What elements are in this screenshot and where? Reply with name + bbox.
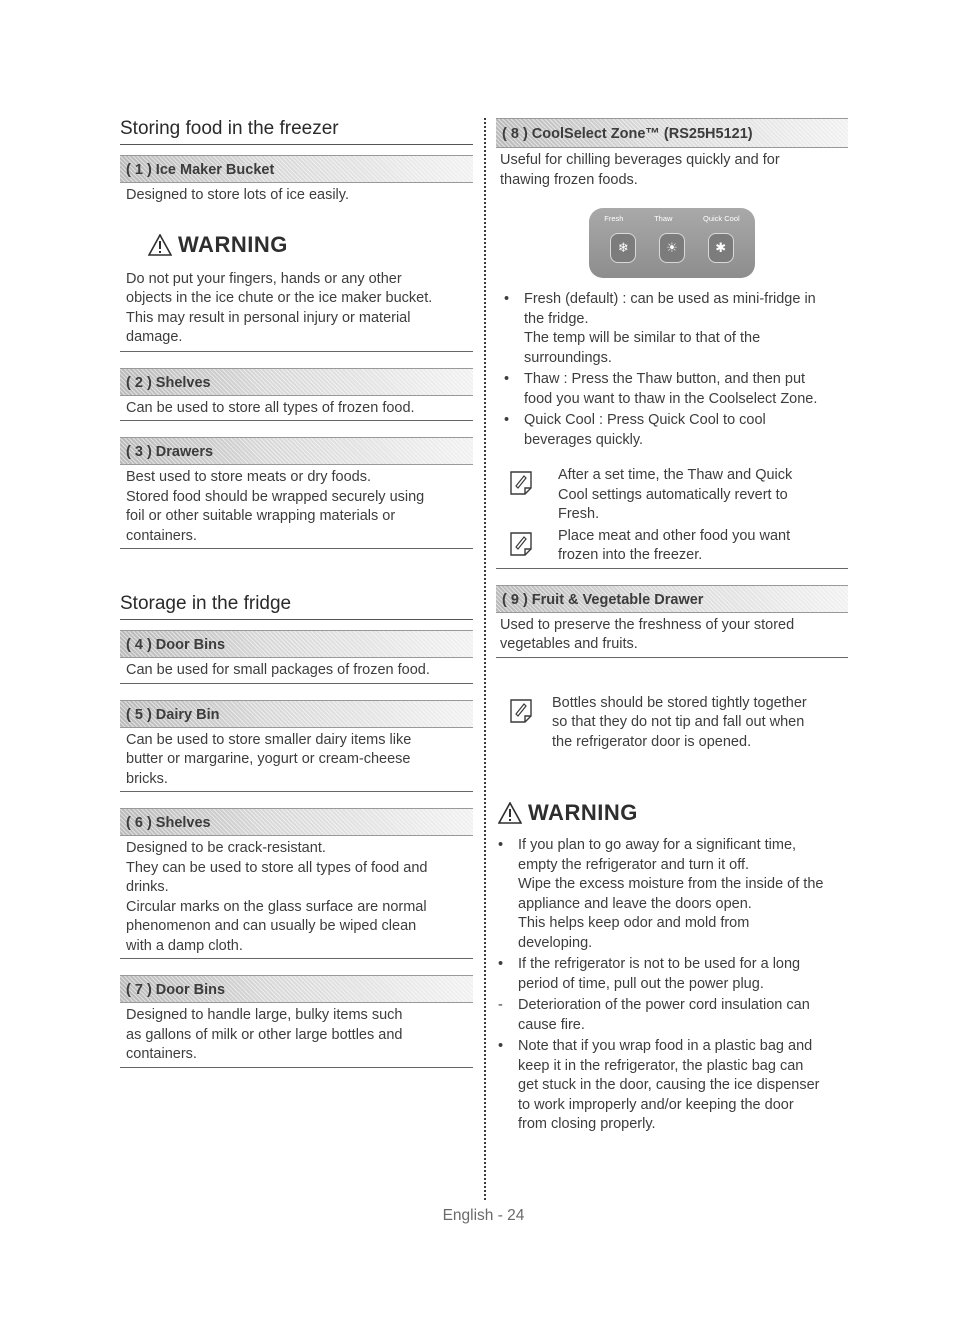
warning-item: • If the refrigerator is not to be used for a long period of time, pull out the power plug. bbox=[498, 956, 801, 992]
left-column bbox=[120, 118, 473, 1068]
bullet-fresh: • Fresh (default) : can be used as mini-fridge in the fridge. The temp will be similar to that of the surroundings. bbox=[504, 291, 816, 366]
shelves-freezer-desc: Can be used to store all types of frozen food. bbox=[120, 396, 473, 422]
door-bins-2-line: Designed to handle large, bulky items such bbox=[126, 1007, 403, 1023]
warning-item: - Deterioration of the power cord insulation can cause fire. bbox=[498, 997, 810, 1033]
fridge-section-title: Storage in the fridge bbox=[120, 593, 473, 620]
door-bins-2-desc bbox=[120, 1003, 473, 1068]
bullet-thaw: • Thaw : Press the Thaw button, and then put food you want to thaw in the Coolselect Zone. bbox=[504, 371, 818, 407]
fresh-button-icon: ❄ bbox=[610, 233, 636, 263]
note-revert: After a set time, the Thaw and Quick Cool settings automatically revert to Fresh. bbox=[496, 466, 848, 525]
drawers-line: foil or other suitable wrapping materials or bbox=[126, 508, 396, 524]
shelves-fridge-line: drinks. bbox=[126, 879, 169, 895]
door-bins-2-header: ( 7 ) Door Bins bbox=[120, 975, 473, 1003]
warning-icon bbox=[498, 802, 522, 824]
dairy-bin-desc bbox=[120, 728, 473, 793]
note-bottles: Bottles should be stored tightly together so that they do not tip and fall out when the refrigerator door is opened. bbox=[496, 694, 848, 753]
door-bins-1-header: ( 4 ) Door Bins bbox=[120, 630, 473, 658]
drawers-desc bbox=[120, 465, 473, 549]
drawers-header: ( 3 ) Drawers bbox=[120, 437, 473, 465]
shelves-fridge-header: ( 6 ) Shelves bbox=[120, 808, 473, 836]
warning-line: objects in the ice chute or the ice maker bucket. bbox=[126, 290, 433, 306]
coolselect-zone-header: ( 8 ) CoolSelect Zone™ (RS25H5121) bbox=[496, 118, 848, 148]
panel-buttons bbox=[589, 223, 755, 263]
ice-maker-bucket-desc: Designed to store lots of ice easily. bbox=[126, 187, 349, 203]
warning-item: • Note that if you wrap food in a plastic bag and keep it in the refrigerator, the plastic bag can get stuck in the door, causing the ice dispenser to work improperly and/or keeping the door from closing properly. bbox=[498, 1038, 820, 1132]
panel-labels bbox=[589, 208, 755, 223]
fruit-vegetable-drawer-desc: Used to preserve the freshness of your stored vegetables and fruits. bbox=[496, 613, 848, 658]
coolselect-line: Useful for chilling beverages quickly and for bbox=[500, 152, 780, 168]
warning-line: This may result in personal injury or material bbox=[126, 309, 411, 326]
thaw-button-icon: ☀ bbox=[659, 233, 685, 263]
drawers-line: Stored food should be wrapped securely using bbox=[126, 488, 425, 505]
page-footer: English - 24 bbox=[442, 1207, 525, 1224]
warning-item: • If you plan to go away for a significant time, empty the refrigerator and turn it off. Wipe the excess moisture from the inside of the appliance and leave the doors open. This helps keep odor and mold from developing. bbox=[498, 837, 824, 951]
dairy-bin-line: bricks. bbox=[126, 770, 168, 787]
warning-heading-right bbox=[496, 800, 848, 826]
right-column bbox=[496, 118, 848, 1137]
panel-label-quick-cool: Quick Cool bbox=[703, 214, 740, 223]
dairy-bin-line: butter or margarine, yogurt or cream-cheese bbox=[126, 751, 411, 767]
door-bins-2-line: containers. bbox=[126, 1046, 197, 1062]
warning-line: Do not put your fingers, hands or any other bbox=[126, 270, 402, 287]
drawers-line: containers. bbox=[126, 527, 197, 544]
coolselect-desc bbox=[496, 148, 848, 192]
quick-cool-button-icon: ✱ bbox=[708, 233, 734, 263]
warning-list-right bbox=[496, 836, 848, 1135]
panel-label-fresh: Fresh bbox=[604, 214, 624, 223]
coolselect-control-panel bbox=[589, 208, 755, 278]
warning-text-left bbox=[120, 262, 473, 352]
note-icon bbox=[508, 697, 534, 723]
shelves-fridge-line: Circular marks on the glass surface are normal bbox=[126, 898, 427, 915]
door-bins-2-line: as gallons of milk or other large bottles and bbox=[126, 1026, 403, 1043]
ice-maker-bucket-header: ( 1 ) Ice Maker Bucket bbox=[120, 155, 473, 183]
coolselect-line: thawing frozen foods. bbox=[500, 171, 638, 188]
coolselect-bullets bbox=[496, 290, 848, 450]
warning-line: damage. bbox=[126, 329, 183, 345]
column-divider bbox=[484, 118, 486, 1200]
shelves-fridge-line: Designed to be crack-resistant. bbox=[126, 840, 326, 856]
note-icon bbox=[508, 530, 534, 556]
bullet-quick-cool: • Quick Cool : Press Quick Cool to cool beverages quickly. bbox=[504, 412, 766, 448]
fruit-vegetable-drawer-header: ( 9 ) Fruit & Vegetable Drawer bbox=[496, 585, 848, 613]
shelves-fridge-line: with a damp cloth. bbox=[126, 937, 243, 954]
shelves-fridge-desc bbox=[120, 836, 473, 959]
warning-icon bbox=[148, 234, 172, 256]
shelves-fridge-line: phenomenon and can usually be wiped clean bbox=[126, 918, 417, 934]
warning-heading-left bbox=[148, 232, 473, 258]
drawers-line: Best used to store meats or dry foods. bbox=[126, 469, 372, 485]
note-icon bbox=[508, 469, 534, 495]
door-bins-1-desc: Can be used for small packages of frozen food. bbox=[120, 658, 473, 684]
warning-heading-text: WARNING bbox=[178, 231, 288, 257]
warning-heading-text: WARNING bbox=[528, 800, 638, 825]
shelves-freezer-header: ( 2 ) Shelves bbox=[120, 368, 473, 396]
freezer-section-title: Storing food in the freezer bbox=[120, 118, 473, 145]
dairy-bin-header: ( 5 ) Dairy Bin bbox=[120, 700, 473, 728]
shelves-fridge-line: They can be used to store all types of food and bbox=[126, 859, 428, 876]
note-freezer: Place meat and other food you want frozen into the freezer. bbox=[496, 527, 848, 569]
dairy-bin-line: Can be used to store smaller dairy items like bbox=[126, 731, 412, 748]
panel-label-thaw: Thaw bbox=[654, 214, 673, 223]
warning-block-left bbox=[120, 232, 473, 258]
